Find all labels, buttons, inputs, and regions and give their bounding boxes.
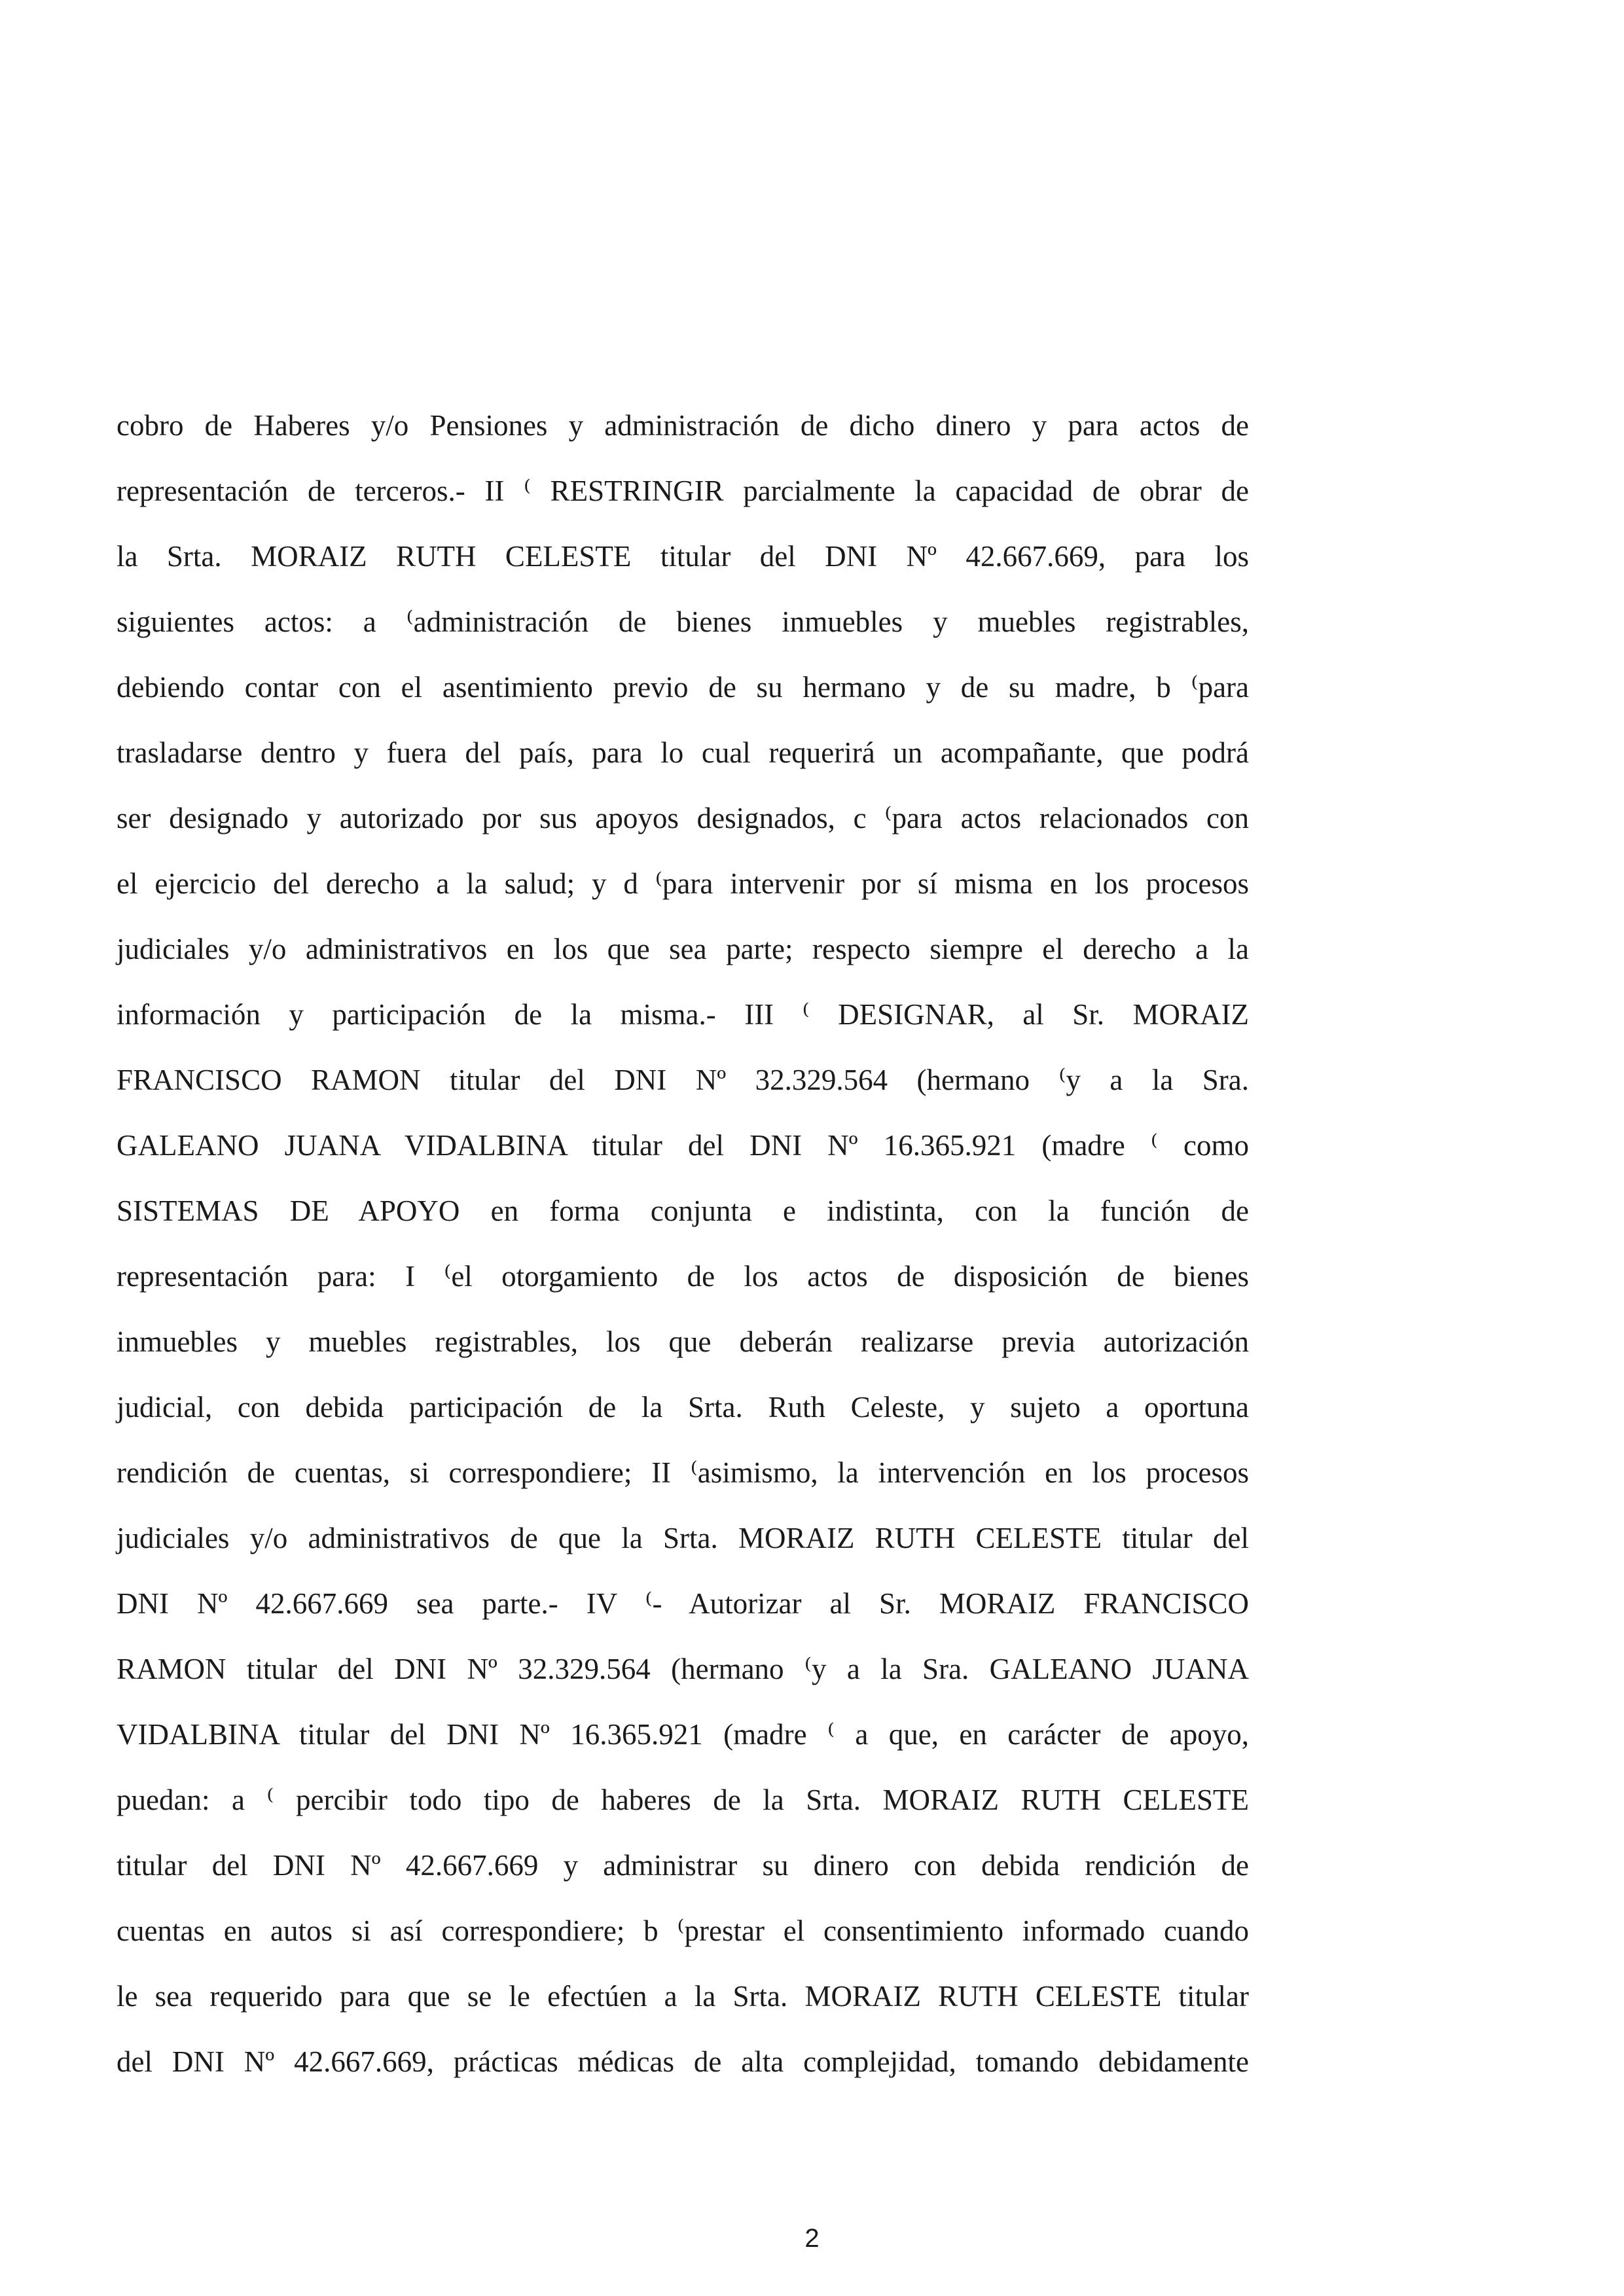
- text-line: puedan: a ⁽ percibir todo tipo de haberes de la Srta. MORAIZ RUTH CELESTE: [117, 1784, 1249, 1816]
- text-line: rendición de cuentas, si correspondiere; II ⁽asimismo, la intervención en los procesos: [117, 1456, 1249, 1489]
- text-line: trasladarse dentro y fuera del país, para lo cual requerirá un acompañante, que podrá: [117, 736, 1249, 769]
- page-number: 2: [804, 2224, 820, 2253]
- text-line: información y participación de la misma.- III ⁽ DESIGNAR, al Sr. MORAIZ: [117, 998, 1249, 1031]
- text-line: VIDALBINA titular del DNI Nº 16.365.921 (madre ⁽ a que, en carácter de apoyo,: [117, 1718, 1249, 1751]
- text-line: judicial, con debida participación de la Srta. Ruth Celeste, y sujeto a oportuna: [117, 1391, 1249, 1424]
- text-line: siguientes actos: a ⁽administración de bienes inmuebles y muebles registrables,: [117, 605, 1249, 638]
- text-line: titular del DNI Nº 42.667.669 y administrar su dinero con debida rendición de: [117, 1849, 1249, 1882]
- body-text: [117, 393, 1249, 2094]
- text-line: RAMON titular del DNI Nº 32.329.564 (hermano ⁽y a la Sra. GALEANO JUANA: [117, 1653, 1249, 1685]
- text-line: inmuebles y muebles registrables, los que deberán realizarse previa autorización: [117, 1325, 1249, 1358]
- text-line: ser designado y autorizado por sus apoyos designados, c ⁽para actos relacionados con: [117, 802, 1249, 834]
- text-line: del DNI Nº 42.667.669, prácticas médicas de alta complejidad, tomando debidamente: [117, 2045, 1249, 2078]
- text-line: le sea requerido para que se le efectúen a la Srta. MORAIZ RUTH CELESTE titular: [117, 1980, 1249, 2013]
- text-line: SISTEMAS DE APOYO en forma conjunta e indistinta, con la función de: [117, 1194, 1249, 1227]
- text-line: representación de terceros.- II ⁽ RESTRINGIR parcialmente la capacidad de obrar de: [117, 475, 1249, 507]
- text-line: la Srta. MORAIZ RUTH CELESTE titular del DNI Nº 42.667.669, para los: [117, 540, 1249, 573]
- text-line: cobro de Haberes y/o Pensiones y administración de dicho dinero y para actos de: [117, 409, 1249, 442]
- text-line: el ejercicio del derecho a la salud; y d ⁽para intervenir por sí misma en los procesos: [117, 867, 1249, 900]
- text-line: cuentas en autos si así correspondiere; b ⁽prestar el consentimiento informado cuando: [117, 1914, 1249, 1947]
- text-line: judiciales y/o administrativos de que la Srta. MORAIZ RUTH CELESTE titular del: [117, 1522, 1249, 1554]
- text-line: DNI Nº 42.667.669 sea parte.- IV ⁽- Autorizar al Sr. MORAIZ FRANCISCO: [117, 1587, 1249, 1620]
- text-line: judiciales y/o administrativos en los que sea parte; respecto siempre el derecho a la: [117, 933, 1249, 965]
- text-line: FRANCISCO RAMON titular del DNI Nº 32.329.564 (hermano ⁽y a la Sra.: [117, 1064, 1249, 1096]
- text-line: representación para: I ⁽el otorgamiento de los actos de disposición de bienes: [117, 1260, 1249, 1293]
- text-line: GALEANO JUANA VIDALBINA titular del DNI Nº 16.365.921 (madre ⁽ como: [117, 1129, 1249, 1162]
- text-line: debiendo contar con el asentimiento previo de su hermano y de su madre, b ⁽para: [117, 671, 1249, 704]
